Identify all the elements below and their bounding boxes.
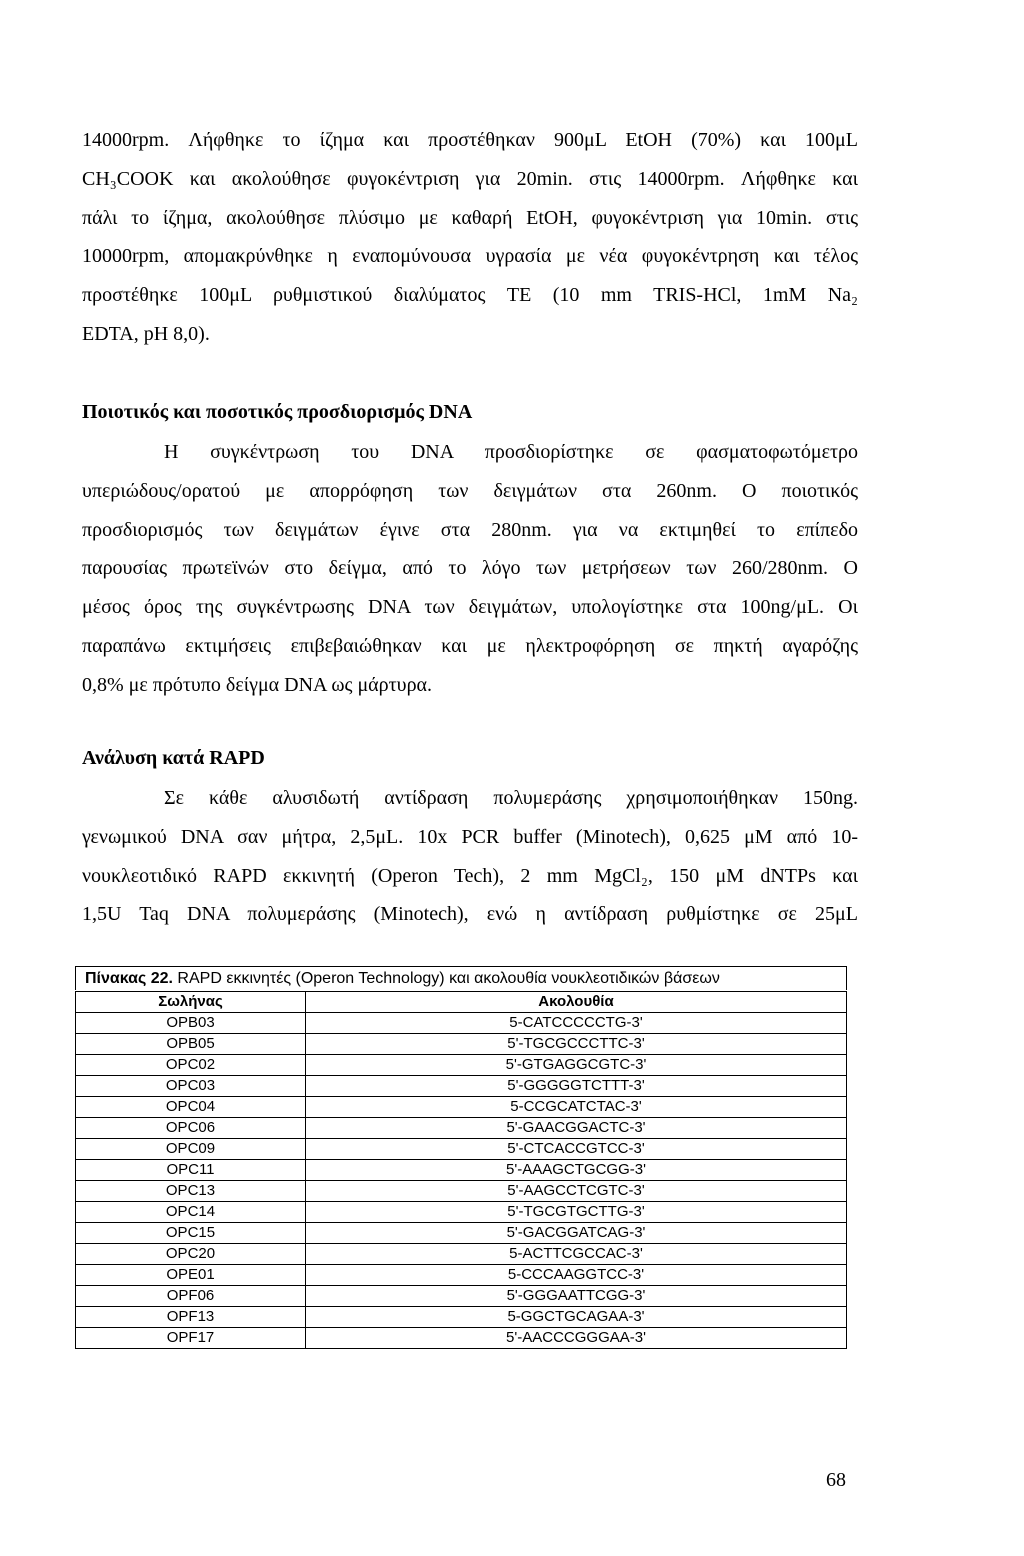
primer-name: OPC06 — [76, 1118, 306, 1139]
primer-name: OPF17 — [76, 1328, 306, 1349]
text-line: 14000rpm. Λήφθηκε το ίζημα και προστέθηκαν 900μL EtOH (70%) και 100μL — [82, 129, 858, 151]
primer-name: OPC20 — [76, 1244, 306, 1265]
primer-name: OPC09 — [76, 1139, 306, 1160]
text-line: Σε κάθε αλυσιδωτή αντίδραση πολυμεράσης χρησιμοποιήθηκαν 150ng. — [164, 787, 858, 809]
primer-sequence: 5'-AAGCCTCGTC-3' — [306, 1181, 847, 1202]
text-line: πάλι το ίζημα, ακολούθησε πλύσιμο με καθαρή EtOH, φυγοκέντριση για 10min. στις — [82, 206, 858, 229]
primer-sequence: 5'-CTCACCGTCC-3' — [306, 1139, 847, 1160]
table-row — [76, 1307, 847, 1328]
primer-sequence: 5'-GGGGGTCTTT-3' — [306, 1076, 847, 1097]
table-header-row — [76, 992, 847, 1013]
primer-name: OPB03 — [76, 1013, 306, 1034]
text-line: προστέθηκε 100μL ρυθμιστικού διαλύματος TE (10 mm TRIS-HCl, 1mM Na₂ — [82, 284, 858, 307]
primer-name: OPF13 — [76, 1307, 306, 1328]
paragraph-dna-quantification — [82, 433, 858, 705]
primer-name: OPE01 — [76, 1265, 306, 1286]
primer-name: OPC04 — [76, 1097, 306, 1118]
table-caption-label: Πίνακας 22. — [85, 970, 173, 987]
primer-name: OPC15 — [76, 1223, 306, 1244]
table-row — [76, 1265, 847, 1286]
text-line: 1,5U Taq DNA πολυμεράσης (Minotech), ενώ η αντίδραση ρυθμίστηκε σε 25μL — [82, 903, 858, 926]
table-row — [76, 1244, 847, 1265]
table-caption — [85, 970, 720, 988]
primer-sequence: 5-ACTTCGCCAC-3' — [306, 1244, 847, 1265]
text-line: προσδιορισμός των δειγμάτων έγινε στα 280nm. για να εκτιμηθεί το επίπεδο — [82, 518, 858, 541]
primer-sequence: 5-CCCAAGGTCC-3' — [306, 1265, 847, 1286]
primer-name: OPB05 — [76, 1034, 306, 1055]
section-heading-dna-quantification: Ποιοτικός και ποσοτικός προσδιορισμός DNA — [82, 401, 473, 423]
primer-sequence: 5'-TGCGCCCTTC-3' — [306, 1034, 847, 1055]
rapd-primer-table — [75, 991, 847, 1349]
table-row — [76, 1118, 847, 1139]
text-line: μέσος όρος της συγκέντρωσης DNA των δειγμάτων, υπολογίστηκε στα 100ng/μL. Οι — [82, 596, 858, 619]
paragraph-rapd — [82, 779, 858, 934]
table-row — [76, 1139, 847, 1160]
paragraph-extraction — [82, 121, 858, 354]
table-row — [76, 1181, 847, 1202]
text-line: Η συγκέντρωση του DNA προσδιορίστηκε σε φασματοφωτόμετρο — [164, 441, 858, 463]
text-line: γενωμικού DNA σαν μήτρα, 2,5μL. 10x PCR buffer (Minotech), 0,625 μM από 10- — [82, 825, 858, 848]
primer-sequence: 5-CCGCATCTAC-3' — [306, 1097, 847, 1118]
primer-sequence: 5'-AAAGCTGCGG-3' — [306, 1160, 847, 1181]
column-header-sequence: Ακολουθία — [306, 992, 847, 1013]
text-line: CH₃COOK και ακολούθησε φυγοκέντριση για 20min. στις 14000rpm. Λήφθηκε και — [82, 167, 858, 190]
primer-sequence: 5'-GGGAATTCGG-3' — [306, 1286, 847, 1307]
primer-name: OPC13 — [76, 1181, 306, 1202]
primer-sequence: 5'-TGCGTGCTTG-3' — [306, 1202, 847, 1223]
table-row — [76, 1034, 847, 1055]
table-row — [76, 1328, 847, 1349]
primer-name: OPF06 — [76, 1286, 306, 1307]
primer-sequence: 5'-GAACGGACTC-3' — [306, 1118, 847, 1139]
table-row — [76, 1055, 847, 1076]
text-line: 0,8% με πρότυπο δείγμα DNA ως μάρτυρα. — [82, 673, 433, 696]
primer-sequence: 5'-GACGGATCAG-3' — [306, 1223, 847, 1244]
text-line: EDTA, pH 8,0). — [82, 322, 210, 345]
text-line: παραπάνω εκτιμήσεις επιβεβαιώθηκαν και με ηλεκτροφόρηση σε πηκτή αγαρόζης — [82, 634, 858, 657]
primer-name: OPC02 — [76, 1055, 306, 1076]
text-line: 10000rpm, απομακρύνθηκε η εναπομύνουσα υγρασία με νέα φυγοκέντρηση και τέλος — [82, 245, 858, 268]
table-caption-text: RAPD εκκινητές (Operon Technology) και ακολουθία νουκλεοτιδικών βάσεων — [172, 970, 720, 987]
page-number: 68 — [826, 1469, 846, 1491]
primer-sequence: 5-GGCTGCAGAA-3' — [306, 1307, 847, 1328]
table-row — [76, 1013, 847, 1034]
table-row — [76, 1202, 847, 1223]
text-line: υπεριώδους/ορατού με απορρόφηση των δειγμάτων στα 260nm. Ο ποιοτικός — [82, 479, 858, 502]
primer-name: OPC03 — [76, 1076, 306, 1097]
primer-name: OPC11 — [76, 1160, 306, 1181]
primer-name: OPC14 — [76, 1202, 306, 1223]
primer-sequence: 5'-AACCCGGGAA-3' — [306, 1328, 847, 1349]
table-row — [76, 1160, 847, 1181]
table-row — [76, 1286, 847, 1307]
text-line: νουκλεοτιδικό RAPD εκκινητή (Operon Tech), 2 mm MgCl₂, 150 μM dNTPs και — [82, 864, 858, 887]
table-row — [76, 1076, 847, 1097]
text-line: παρουσίας πρωτεϊνών στο δείγμα, από το λόγο των μετρήσεων των 260/280nm. Ο — [82, 557, 858, 580]
primer-sequence: 5'-GTGAGGCGTC-3' — [306, 1055, 847, 1076]
table-row — [76, 1223, 847, 1244]
primer-sequence: 5-CATCCCCCTG-3' — [306, 1013, 847, 1034]
section-heading-rapd: Ανάλυση κατά RAPD — [82, 747, 265, 769]
column-header-tube: Σωλήνας — [76, 992, 306, 1013]
table-row — [76, 1097, 847, 1118]
